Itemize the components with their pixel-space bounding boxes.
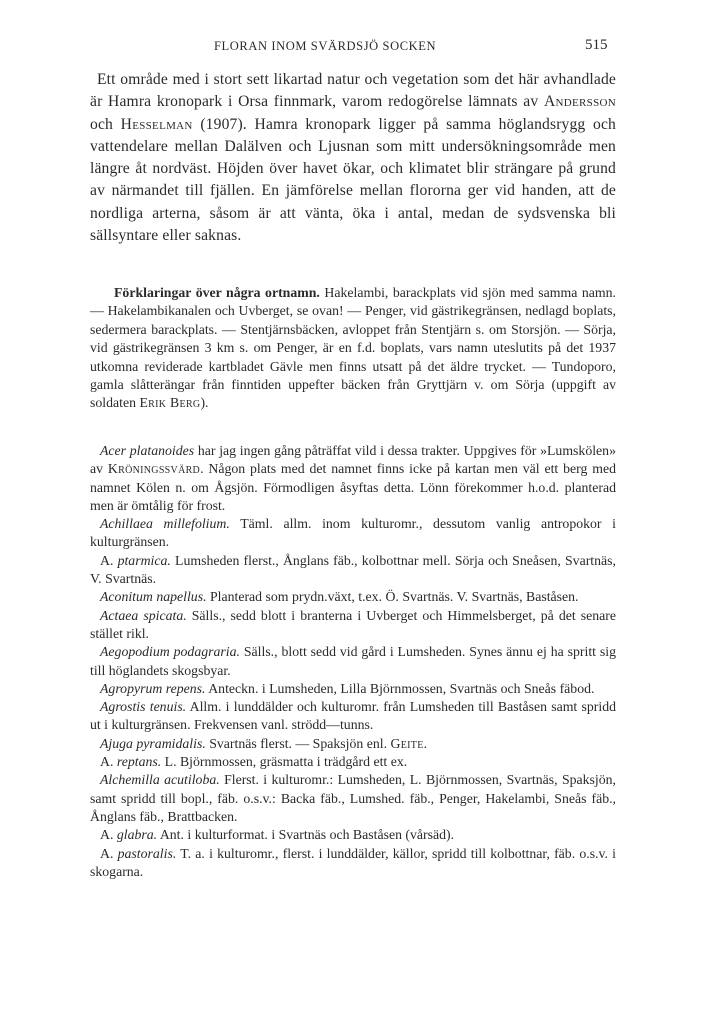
author-andersson: Andersson [543,93,616,111]
species-entry: Acer platanoides har jag ingen gång påträffat vild i dessa trakter. Uppgives för »Lumskölen» av Kröningssvärd. Någon plats med det namnet finns icke på kartan men väl ett berg med namnet Kölen n. om Ågsjön. Förmodligen åsyftas detta. Lönn förekommer h.o.d. planterad men är ömtålig för frost. [90,443,616,513]
species-entry: A. pastoralis. T. a. i kulturomr., flerst. i lunddälder, källor, spridd till kolbottnar, fäb. o.s.v. i skogarna. [90,845,616,879]
notes-text-2: ). [200,395,209,411]
notes-text-1: Hakelambi, barackplats vid sjön med samma namn. — Hakelambikanalen och Uvberget, se ovan! — Penger, vid gästrikegränsen, nedlagd boplats, sedermera barackplats. — Stentjärnsbäcken, avloppet från Stentjärn s. om Storsjön. — Sörja, vid gästrikegränsen 3 km s. om Penger, är en f.d. boplats, vars namn uteslutits på det 1937 utkomna reviderade kartbladet Gävle men finns utsatt på det äldre trycket. — Tundoporo, gamla slåtterängar från finntiden uppefter bäcken från Gryttjärn v. om Sörja (uppgift av soldaten [90,285,616,411]
species-text: Anteckn. i Lumsheden, Lilla Björnmossen, Svartnäs och Sneås fäbod. [205,680,595,696]
species-name: Agropyrum repens. [100,680,206,696]
intro-text-1: Ett område med i stort sett likartad natur och vegetation som det här avhandlade är Hamra kronopark i Orsa finnmark, varom redogörelse lämnats av [90,71,616,111]
species-text: Svartnäs flerst. — Spaksjön enl. [205,735,391,751]
intro-text-2: och [90,115,121,133]
species-text: Sälls., sedd blott i branterna i Uvberget och Himmelsberget, på det senare stället rikl. [90,607,616,641]
species-entry [90,588,616,606]
running-title: FLORAN INOM SVÄRDSJÖ SOCKEN [214,39,437,53]
species-name: Actaea spicata. [100,607,187,623]
species-entry: A. reptans. L. Björnmossen, gräsmatta i trädgård ett ex. [100,754,408,770]
species-text: har jag ingen gång påträffat vild i dessa trakter. Uppgives för »Lumskölen» av [90,443,616,477]
author-hesselman: Hesselman [120,115,193,133]
species-list [90,442,616,881]
species-text: T. a. i kulturomr., flerst. i lunddälder, källor, spridd till kolbottnar, fäb. o.s.v. i skogarna. [90,845,616,879]
species-entry [90,607,616,644]
species-text: Sälls., blott sedd vid gård i Lumsheden. Synes ännu ej ha spritt sig till höglandets skogsbyar. [90,644,616,678]
species-entry [90,515,616,552]
species-text: Flerst. i kulturomr.: Lumsheden, L. Björnmossen, Svartnäs, Spaksjön, samt spridd till bopl., fäb. o.s.v.: Backa fäb., Lumshed. fäb., Penger, Hakelambi, Sneås fäb., Ånglans fäb., Brattbacken. [90,772,616,824]
species-entry: A. glabra. Ant. i kulturformat. i Svartnäs och Baståsen (vårsäd). [100,827,455,843]
species-name: Aegopodium podagraria. [100,644,240,660]
species-author: Geite [390,735,424,751]
species-name: Acer platanoides [100,443,195,458]
species-text: Lumsheden flerst., Ånglans fäb., kolbottnar mell. Sörja och Sneåsen, Svartnäs, V. Svartnäs. [90,552,616,587]
place-name-notes [90,284,616,413]
species-entry [90,680,616,698]
species-entry [90,698,616,735]
species-entry: Ajuga pyramidalis. Svartnäs flerst. — Spaksjön enl. Geite. [100,735,428,751]
species-name: reptans. [116,754,162,770]
notes-heading: Förklaringar över några ortnamn. [114,285,320,300]
species-entry [90,771,616,826]
species-text: Planterad som prydn.växt, t.ex. Ö. Svartnäs. V. Svartnäs, Baståsen. [206,589,579,605]
page-number: 515 [585,37,608,53]
species-name: Agrostis tenuis. [100,699,187,715]
running-head [0,37,721,57]
species-text: Täml. allm. inom kulturomr., dessutom vanlig antropokor i kulturgränsen. [90,516,616,550]
species-name: pastoralis. [117,845,177,861]
species-name: glabra. [116,827,158,843]
species-text: Allm. i lunddälder och kulturomr. från Lumsheden till Baståsen samt spridd ut i kulturgränsen. Frekvensen vanl. strödd—tunns. [90,699,616,733]
species-entry: A. ptarmica. Lumsheden flerst., Ånglans fäb., kolbottnar mell. Sörja och Sneåsen, Svartnäs, V. Svartnäs. [90,552,616,587]
species-name: Ajuga pyramidalis. [100,735,206,751]
species-name: ptarmica. [117,552,171,568]
species-name: Aconitum napellus. [100,589,207,605]
species-text: Ant. i kulturformat. i Svartnäs och Baståsen (vårsäd). [157,827,455,843]
intro-text-3: (1907). Hamra kronopark ligger på samma höglandsrygg och vattendelare mellan Dalälven och Ljusnan som mitt undersökningsområde men längre åt nordväst. Höjden över havet ökar, och klimatet blir strängare på grund av närmandet till fjällen. En jämförelse mellan flororna ger vid handen, att de nordliga arterna, såsom är att vänta, öka i antal, medan de sydsvenska bli sällsyntare eller saknas. [90,115,617,245]
intro-paragraph [90,69,616,247]
species-name: Alchemilla acutiloba. [100,772,220,788]
notes-person: Erik Berg [139,395,201,411]
species-name: Achillaea millefolium. [100,516,230,532]
species-text: L. Björnmossen, gräsmatta i trädgård ett ex. [161,754,408,770]
species-entry [90,643,616,680]
species-author: Kröningssvärd [107,461,201,477]
